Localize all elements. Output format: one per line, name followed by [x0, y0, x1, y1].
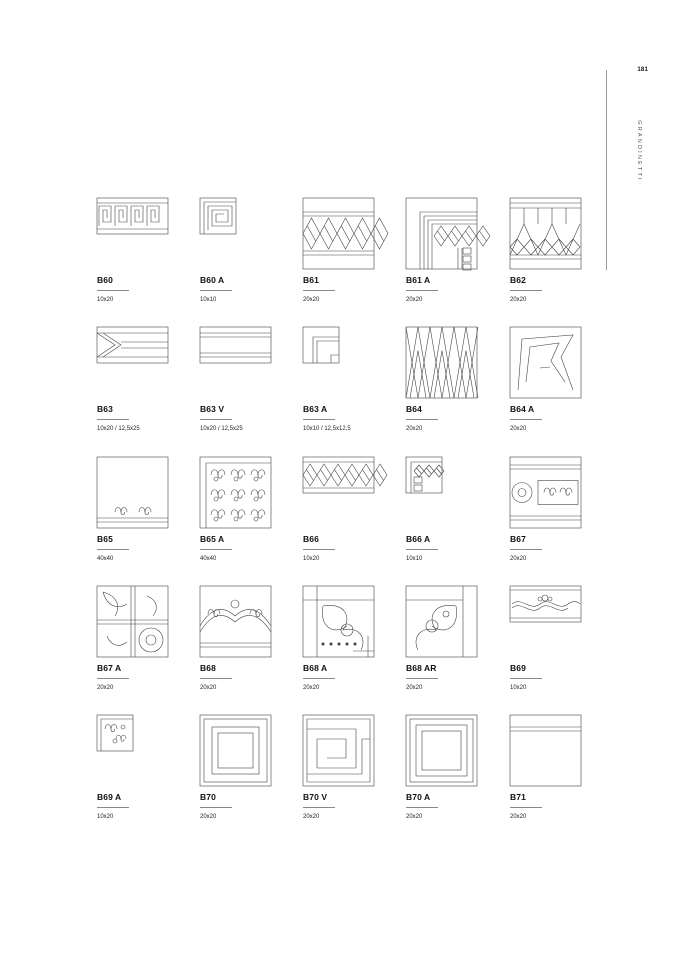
tile-drawing: [97, 327, 168, 363]
tile-code: B61 A: [406, 275, 431, 285]
tile-size: 20x20: [406, 814, 423, 820]
square-frame-corner-drawing: [406, 715, 477, 786]
small-braid-border-drawing: [303, 457, 374, 493]
tile-size: 10x20: [97, 814, 114, 820]
tile-divider: [406, 290, 438, 291]
plain-band-drawing: [510, 715, 581, 786]
small-floral-corner-drawing: [97, 715, 133, 751]
tile-code: B70 A: [406, 792, 431, 802]
tile-drawing: [303, 586, 374, 657]
tile-divider: [200, 419, 232, 420]
tile-drawing: [200, 586, 271, 657]
tile-drawing: [303, 198, 374, 269]
tile-code: B63: [97, 404, 113, 414]
tile-drawing: [97, 715, 133, 751]
tile-size: 10x10: [200, 297, 217, 303]
vine-border-drawing: [510, 586, 581, 622]
ornate-corner-drawing: [303, 586, 374, 657]
tile-size: 10x20 / 12,5x25: [97, 426, 140, 432]
tile-code: B70: [200, 792, 216, 802]
tile-code: B66 A: [406, 534, 431, 544]
tile-code: B65 A: [200, 534, 225, 544]
tile-size: 40x40: [97, 556, 114, 562]
tile-code: B68 AR: [406, 663, 437, 673]
scroll-vine-border-drawing: [200, 586, 271, 657]
tile-size: 10x20: [97, 297, 114, 303]
tile-size: 20x20: [303, 814, 320, 820]
tile-drawing: [303, 715, 374, 786]
tile-code: B65: [97, 534, 113, 544]
small-braid-corner-drawing: [406, 457, 442, 493]
tile-divider: [200, 807, 232, 808]
chevron-border-drawing: [97, 327, 168, 363]
tile-code: B60: [97, 275, 113, 285]
rosette-border-drawing: [510, 457, 581, 528]
tile-size: 10x20 / 12,5x25: [200, 426, 243, 432]
tile-code: B71: [510, 792, 526, 802]
ornate-corner-reverse-drawing: [406, 586, 477, 657]
tile-size: 20x20: [510, 426, 527, 432]
brand-name: GRANDINETTI: [636, 120, 642, 182]
tile-code: B66: [303, 534, 319, 544]
tile-code: B69 A: [97, 792, 122, 802]
tile-code: B70 V: [303, 792, 328, 802]
tile-divider: [510, 678, 542, 679]
line-corner-drawing: [303, 327, 339, 363]
tile-code: B68: [200, 663, 216, 673]
tile-divider: [97, 678, 129, 679]
greek-key-corner-drawing: [200, 198, 236, 234]
tile-divider: [200, 678, 232, 679]
tile-divider: [97, 807, 129, 808]
tile-divider: [406, 678, 438, 679]
tile-divider: [406, 549, 438, 550]
tile-divider: [510, 419, 542, 420]
lattice-corner-drawing: [510, 327, 581, 398]
tile-size: 20x20: [406, 297, 423, 303]
braid-border-drawing: [303, 198, 374, 269]
tile-size: 20x20: [200, 685, 217, 691]
tile-size: 10x10 / 12,5x12,5: [303, 426, 351, 432]
page-number: 181: [637, 67, 648, 73]
diamond-pendant-border-drawing: [510, 198, 581, 269]
scroll-border-drawing: [97, 457, 168, 528]
tile-size: 20x20: [303, 297, 320, 303]
tile-size: 10x20: [510, 685, 527, 691]
tile-code: B63 V: [200, 404, 225, 414]
tile-drawing: [510, 715, 581, 786]
tile-code: B62: [510, 275, 526, 285]
tile-drawing: [510, 457, 581, 528]
tile-size: 20x20: [97, 685, 114, 691]
tile-drawing: [200, 198, 236, 234]
tile-code: B67 A: [97, 663, 122, 673]
tile-size: 20x20: [406, 685, 423, 691]
tile-drawing: [200, 327, 271, 363]
tile-drawing: [97, 586, 168, 657]
tile-drawing: [510, 327, 581, 398]
tile-drawing: [200, 457, 271, 528]
tile-code: B63 A: [303, 404, 328, 414]
tile-code: B64: [406, 404, 422, 414]
tile-size: 20x20: [406, 426, 423, 432]
tile-code: B61: [303, 275, 319, 285]
tile-code: B60 A: [200, 275, 225, 285]
tile-size: 20x20: [510, 556, 527, 562]
tile-divider: [510, 290, 542, 291]
tile-divider: [303, 807, 335, 808]
side-rule: [606, 70, 607, 270]
tile-size: 20x20: [303, 685, 320, 691]
tile-divider: [200, 290, 232, 291]
tile-drawing: [406, 586, 477, 657]
braid-corner-drawing: [406, 198, 477, 269]
tile-divider: [303, 549, 335, 550]
meander-frame-drawing: [303, 715, 374, 786]
tile-divider: [97, 419, 129, 420]
tile-drawing: [406, 715, 477, 786]
lattice-border-drawing: [406, 327, 477, 398]
tile-divider: [303, 290, 335, 291]
tile-drawing: [406, 327, 477, 398]
tile-code: B67: [510, 534, 526, 544]
tile-code: B64 A: [510, 404, 535, 414]
tile-drawing: [303, 327, 339, 363]
tile-drawing: [97, 198, 168, 234]
tile-code: B69: [510, 663, 526, 673]
tile-divider: [97, 290, 129, 291]
tile-size: 20x20: [510, 297, 527, 303]
tile-drawing: [406, 198, 477, 269]
tile-drawing: [200, 715, 271, 786]
square-frame-drawing: [200, 715, 271, 786]
tile-code: B68 A: [303, 663, 328, 673]
tile-divider: [510, 807, 542, 808]
greek-key-border-drawing: [97, 198, 168, 234]
tile-size: 10x10: [406, 556, 423, 562]
triple-line-border-drawing: [200, 327, 271, 363]
tile-drawing: [303, 457, 374, 493]
tile-drawing: [510, 586, 581, 622]
tile-divider: [200, 549, 232, 550]
tile-size: 20x20: [200, 814, 217, 820]
tile-divider: [406, 807, 438, 808]
fleur-corner-drawing: [97, 586, 168, 657]
tile-size: 10x20: [303, 556, 320, 562]
tile-divider: [510, 549, 542, 550]
tile-divider: [406, 419, 438, 420]
tile-divider: [303, 419, 335, 420]
floral-corner-drawing: [200, 457, 271, 528]
tile-drawing: [510, 198, 581, 269]
tile-divider: [303, 678, 335, 679]
tile-drawing: [97, 457, 168, 528]
tile-divider: [97, 549, 129, 550]
tile-size: 40x40: [200, 556, 217, 562]
tile-drawing: [406, 457, 442, 493]
tile-size: 20x20: [510, 814, 527, 820]
